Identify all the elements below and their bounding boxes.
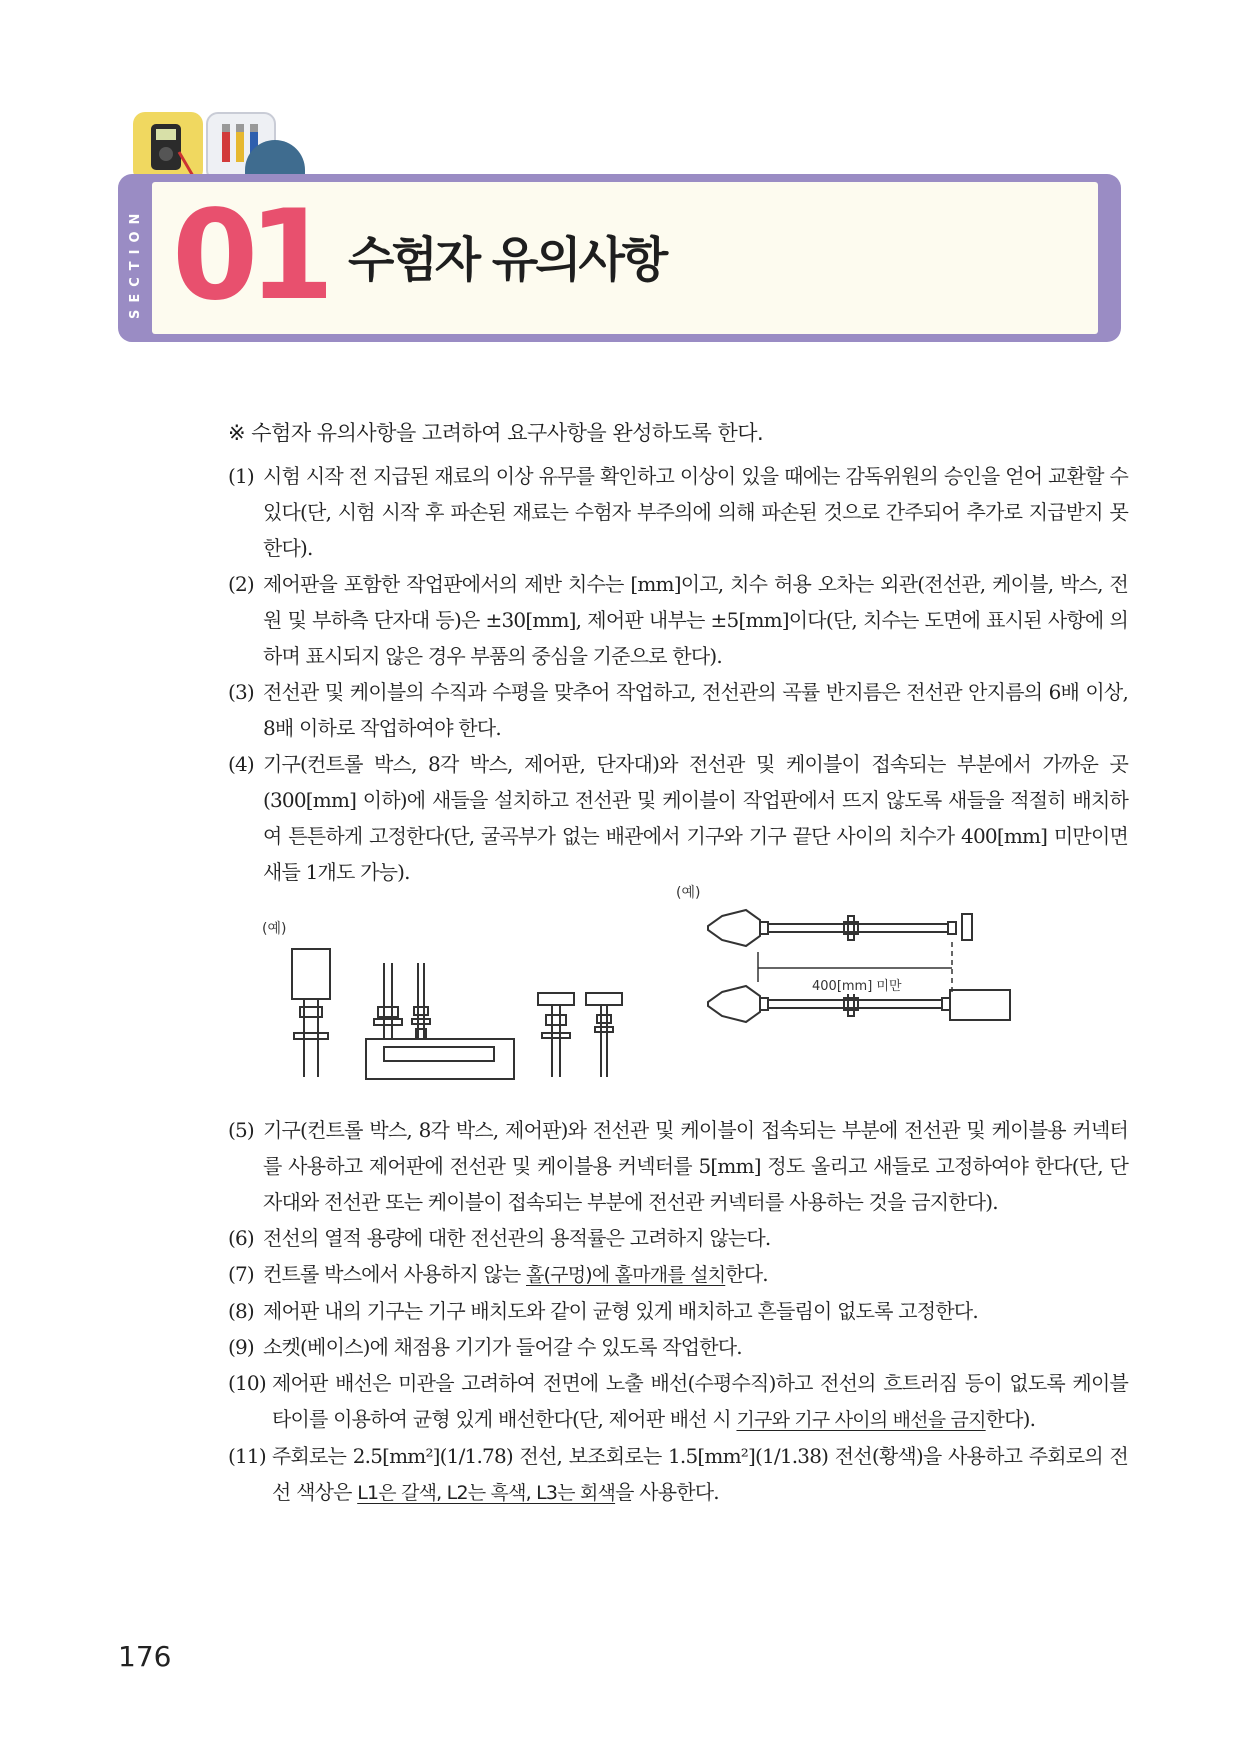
item-text-end: 을 사용한다. (615, 1480, 719, 1504)
item-text-end: 한다). (985, 1407, 1036, 1431)
saddle-installation-diagram (280, 945, 640, 1080)
section-label: SECTION (128, 206, 143, 320)
item-text: 기구(컨트롤 박스, 8각 박스, 제어판)와 전선관 및 케이블이 접속되는 부분에 전선관 및 케이블용 커넥터를 사용하고 제어판에 전선관 및 케이블용 커넥터를 5[mm] 정도 올리고 새들로 고정하여야 한다(단, 단자대와 전선관 또는 케이블이 접속되는 부분에 전선관 커넥터를 사용하는 것을 금지한다). (263, 1118, 1128, 1214)
item-highlight: 홀(구멍)에 홀마개를 설치 (526, 1264, 726, 1286)
item-text: 주회로는 2.5[mm²](1/1.78) 전선, 보조회로는 1.5[mm²](1/1.38) 전선(황색)을 사용하고 주회로의 전선 색상은 (272, 1444, 1128, 1504)
item-number: (6) (228, 1226, 254, 1250)
item-text-end: 한다. (725, 1262, 768, 1286)
item-number: (9) (228, 1335, 254, 1359)
section-number: 01 (172, 184, 325, 328)
intro-note: ※ 수험자 유의사항을 고려하여 요구사항을 완성하도록 한다. (228, 421, 764, 445)
list-item (228, 1438, 1128, 1511)
item-text: 기구(컨트롤 박스, 8각 박스, 제어판, 단자대)와 전선관 및 케이블이 접속되는 부분에서 가까운 곳(300[mm] 이하)에 새들을 설치하고 전선관 및 케이블이 작업판에서 뜨지 않도록 새들을 적절히 배치하여 튼튼하게 고정한다(단, 굴곡부가 없는 배관에서 기구와 기구 끝단 사이의 치수가 400[mm] 미만이면 새들 1개도 가능). (263, 752, 1128, 884)
list-item (228, 1293, 1128, 1329)
item-number: (1) (228, 464, 254, 488)
item-text: 시험 시작 전 지급된 재료의 이상 유무를 확인하고 이상이 있을 때에는 감독위원의 승인을 얻어 교환할 수 있다(단, 시험 시작 후 파손된 재료는 수험자 부주의에 의해 파손된 것으로 간주되어 추가로 지급받지 못한다). (263, 464, 1128, 560)
item-number: (7) (228, 1262, 254, 1286)
item-number: (5) (228, 1118, 254, 1142)
list-item (228, 1220, 1128, 1256)
item-number: (11) (228, 1444, 266, 1468)
item-highlight: 기구와 기구 사이의 배선을 금지 (736, 1409, 986, 1431)
item-number: (10) (228, 1371, 266, 1395)
item-text: 전선의 열적 용량에 대한 전선관의 용적률은 고려하지 않는다. (263, 1226, 771, 1250)
item-text: 전선관 및 케이블의 수직과 수평을 맞추어 작업하고, 전선관의 곡률 반지름은 전선관 안지름의 6배 이상, 8배 이하로 작업하여야 한다. (263, 680, 1128, 740)
list-item (228, 746, 1128, 890)
list-item (228, 566, 1128, 674)
item-text: 제어판을 포함한 작업판에서의 제반 치수는 [mm]이고, 치수 허용 오차는 외관(전선관, 케이블, 박스, 전원 및 부하측 단자대 등)은 ±30[mm], 제어판 내부는 ±5[mm]이다(단, 치수는 도면에 표시된 사항에 의하며 표시되지 않은 경우 부품의 중심을 기준으로 한다). (263, 572, 1128, 668)
figure-right-label: (예) (676, 885, 701, 901)
page-number: 176 (118, 1640, 172, 1673)
section-title: 수험자 유의사항 (348, 232, 666, 288)
item-text: 제어판 배선은 미관을 고려하여 전면에 노출 배선(수평수직)하고 전선의 흐트러짐 등이 없도록 케이블 타이를 이용하여 균형 있게 배선한다(단, 제어판 배선 시 (272, 1371, 1128, 1431)
list-item (228, 1112, 1128, 1220)
item-highlight: L1은 갈색, L2는 흑색, L3는 회색 (357, 1482, 616, 1504)
item-number: (3) (228, 680, 254, 704)
figure-left-label: (예) (262, 921, 287, 937)
item-number: (4) (228, 752, 254, 776)
item-text: 소켓(베이스)에 채점용 기기가 들어갈 수 있도록 작업한다. (263, 1335, 742, 1359)
list-item (228, 1365, 1128, 1438)
list-item (228, 458, 1128, 566)
dimension-label: 400[mm] 미만 (808, 975, 906, 994)
item-number: (8) (228, 1299, 254, 1323)
item-number: (2) (228, 572, 254, 596)
item-text: 컨트롤 박스에서 사용하지 않는 (263, 1262, 526, 1286)
multimeter-icon (133, 112, 203, 182)
list-item (228, 674, 1128, 746)
item-text: 제어판 내의 기구는 기구 배치도와 같이 균형 있게 배치하고 흔들림이 없도록 고정한다. (263, 1299, 978, 1323)
list-item (228, 1256, 1128, 1293)
list-item (228, 1329, 1128, 1365)
